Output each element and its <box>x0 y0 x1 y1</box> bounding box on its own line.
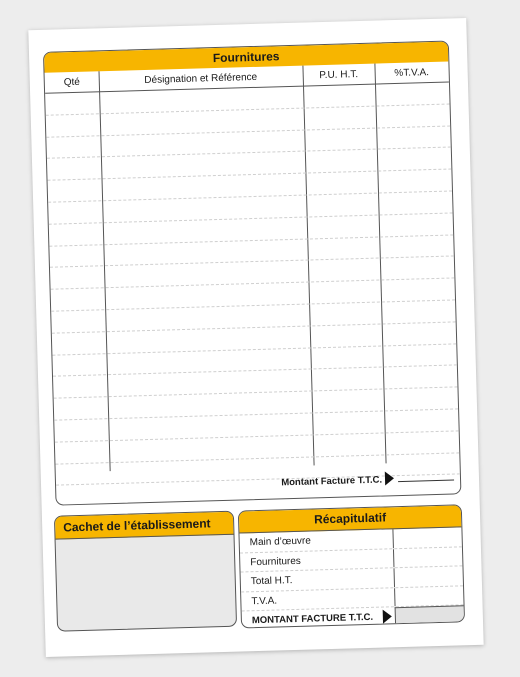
column-header-quantity: Qté <box>63 76 81 89</box>
column-header-designation: Désignation et Référence <box>144 71 258 87</box>
recap-label: T.V.A. <box>251 595 278 607</box>
recap-title: Récapitulatif <box>239 505 462 533</box>
recap-value-field[interactable] <box>393 547 462 567</box>
recap-final-value-field[interactable] <box>395 605 465 626</box>
recap-box <box>238 504 465 628</box>
stamp-box <box>54 511 237 632</box>
recap-value-field[interactable] <box>392 527 461 547</box>
recap-label: Fournitures <box>250 555 301 568</box>
total-label: Montant Facture T.T.C. <box>281 474 383 489</box>
recap-label: Total H.T. <box>250 575 293 588</box>
recap-final-label: MONTANT FACTURE T.T.C. <box>251 611 374 627</box>
invoice-sheet <box>28 18 483 657</box>
recap-label: Main d’œuvre <box>249 535 311 549</box>
arrow-right-icon <box>383 609 392 623</box>
column-header-vat: %T.V.A. <box>394 67 430 80</box>
recap-value-field[interactable] <box>394 586 463 606</box>
supplies-title: Fournitures <box>44 42 448 73</box>
supplies-table <box>43 41 462 506</box>
column-header-unit-price: P.U. H.T. <box>319 69 359 82</box>
total-amount-field[interactable] <box>398 480 454 483</box>
supplies-rows <box>45 83 460 486</box>
arrow-right-icon <box>385 471 394 485</box>
recap-value-field[interactable] <box>393 566 462 586</box>
stamp-title: Cachet de l’établissement <box>55 512 234 540</box>
